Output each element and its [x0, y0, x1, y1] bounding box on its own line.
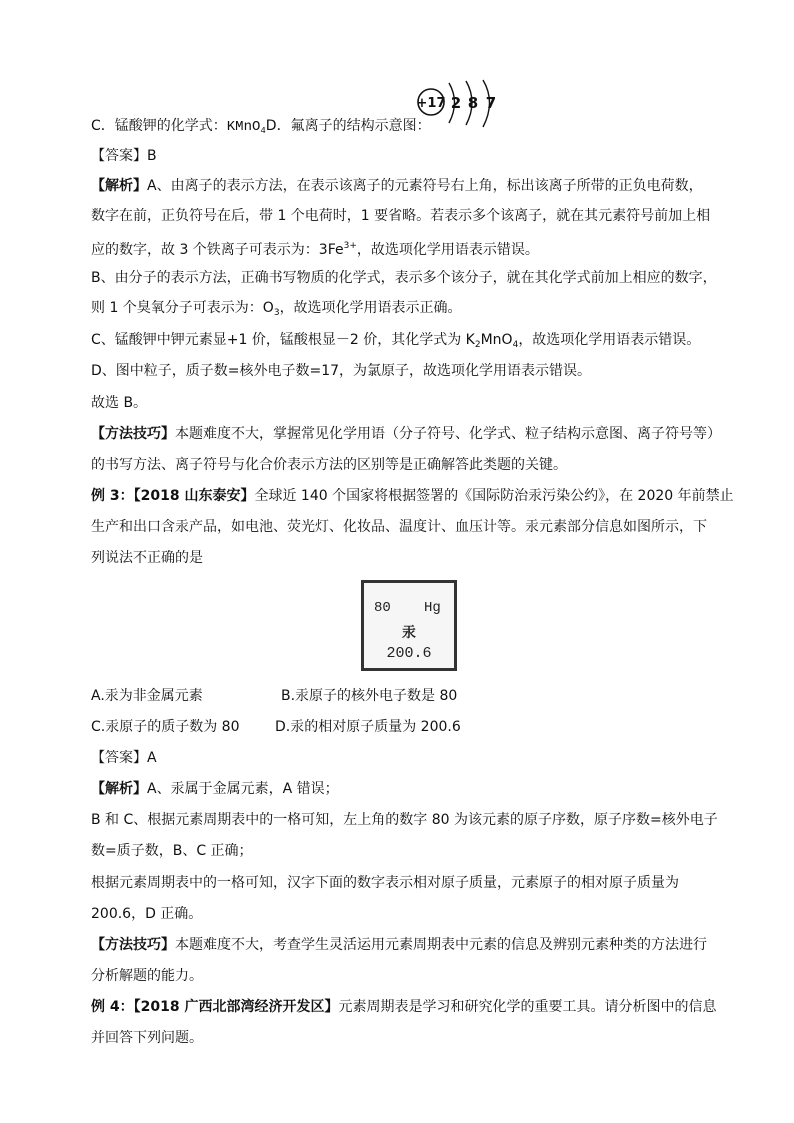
- option-c-text: C．锰酸钾的化学式：: [91, 118, 227, 134]
- analysis-3-line-4: 根据元素周期表中的一格可知，汉字下面的数字表示相对原子质量，元素原子的相对原子质量为: [91, 875, 679, 891]
- options-c-d: [91, 116, 714, 141]
- shell-1-electrons: 2: [450, 94, 462, 112]
- analysis-3-line-2: B 和 C、根据元素周期表中的一格可知，左上角的数字 80 为该元素的原子序数，原子序数=核外电子: [91, 812, 718, 828]
- example-4-label: 例 4：: [91, 999, 134, 1015]
- example-4-line-1: 例 4：【2018 广西北部湾经济开发区】元素周期表是学习和研究化学的重要工具。请分析图中的信息: [91, 999, 717, 1015]
- option-c-formula: KMnO: [226, 119, 261, 135]
- example-3-source: 【2018 山东泰安】: [133, 488, 255, 504]
- tips-1-line-1: 【方法技巧】本题难度不大，掌握常见化学用语（分子符号、化学式、粒子结构示意图、离子符号等）: [91, 426, 721, 442]
- analysis-1-line-2: 数字在前，正负符号在后，带 1 个电荷时，1 要省略。若表示多个该离子，就在其元素符号前加上相: [91, 208, 711, 224]
- element-atomic-number: 80: [374, 600, 391, 616]
- tips-1-label: 【方法技巧】: [91, 426, 175, 442]
- shell-2-electrons: 8: [467, 94, 479, 112]
- mercury-element-card: [361, 580, 457, 671]
- analysis-3-label: 【解析】: [91, 781, 147, 797]
- option-d-text: D．氟离子的结构示意图：: [265, 118, 431, 134]
- tips-3-line-1: 【方法技巧】本题难度不大，考查学生灵活运用元素周期表中元素的信息及辨别元素种类的方法进行: [91, 937, 707, 953]
- analysis-3-line-3: 数=质子数，B、C 正确；: [91, 843, 253, 859]
- option-d: D.汞的相对原子质量为 200.6: [275, 719, 461, 735]
- answer-3: 【答案】A: [91, 750, 157, 766]
- answer-1: 【答案】B: [91, 148, 157, 164]
- analysis-3-line-1: 【解析】A、汞属于金属元素，A 错误；: [91, 781, 339, 797]
- example-3-line-1: 例 3：【2018 山东泰安】全球近 140 个国家将根据签署的《国际防治汞污染公约》，在 2020 年前禁止: [91, 488, 734, 504]
- tips-1-line-2: 的书写方法、离子符号与化合价表示方法的区别等是正确解答此类题的关键。: [91, 457, 567, 473]
- tips-3-label: 【方法技巧】: [91, 937, 175, 953]
- option-c-formula-sub: 4: [260, 126, 266, 136]
- example-3-line-2: 生产和出口含汞产品，如电池、荧光灯、化妆品、温度计、血压计等。汞元素部分信息如图所示，下: [91, 519, 707, 535]
- example-4-source: 【2018 广西北部湾经济开发区】: [133, 999, 339, 1015]
- analysis-1-label: 【解析】: [91, 178, 147, 194]
- analysis-1-line-6: C、锰酸钾中钾元素显+1 价，锰酸根显－2 价，其化学式为 $K_2MnO_4$，故选项化学用语表示错误。: [91, 332, 701, 350]
- options-3-row-1: [91, 686, 714, 706]
- element-symbol: Hg: [424, 600, 441, 616]
- analysis-1-line-4: B、由分子的表示方法，正确书写物质的化学式，表示多个该分子，就在其化学式前加上相应的数字，: [91, 270, 717, 286]
- example-3-label: 例 3：: [91, 488, 134, 504]
- analysis-1-line-1: 【解析】A、由离子的表示方法，在表示该离子的元素符号右上角，标出该离子所带的正负电荷数，: [91, 178, 703, 194]
- element-name: 汞: [402, 626, 416, 642]
- example-4-line-2: 并回答下列问题。: [91, 1030, 203, 1046]
- element-atomic-mass: 200.6: [386, 645, 432, 662]
- tips-3-line-2: 分析解题的能力。: [91, 968, 203, 984]
- analysis-3-line-5: 200.6，D 正确。: [91, 906, 203, 922]
- option-a: A.汞为非金属元素: [91, 688, 203, 704]
- analysis-1-line-5: 则 1 个臭氧分子可表示为：$O_3$，故选项化学用语表示正确。: [91, 300, 462, 318]
- analysis-1-line-8: 故选 B。: [91, 395, 148, 411]
- nucleus-charge: +17: [416, 96, 446, 111]
- analysis-1-line-7: D、图中粒子，质子数=核外电子数=17，为氯原子，故选项化学用语表示错误。: [91, 363, 592, 379]
- option-b: B.汞原子的核外电子数是 80: [281, 688, 458, 704]
- example-3-line-3: 列说法不正确的是: [91, 550, 203, 566]
- shell-3-electrons: 7: [485, 94, 497, 112]
- options-3-row-2: [91, 717, 714, 737]
- analysis-1-line-3: 应的数字，故 3 个铁离子可表示为：$3Fe^{3+}$，故选项化学用语表示错误。: [91, 241, 539, 258]
- option-c: C.汞原子的质子数为 80: [91, 719, 240, 735]
